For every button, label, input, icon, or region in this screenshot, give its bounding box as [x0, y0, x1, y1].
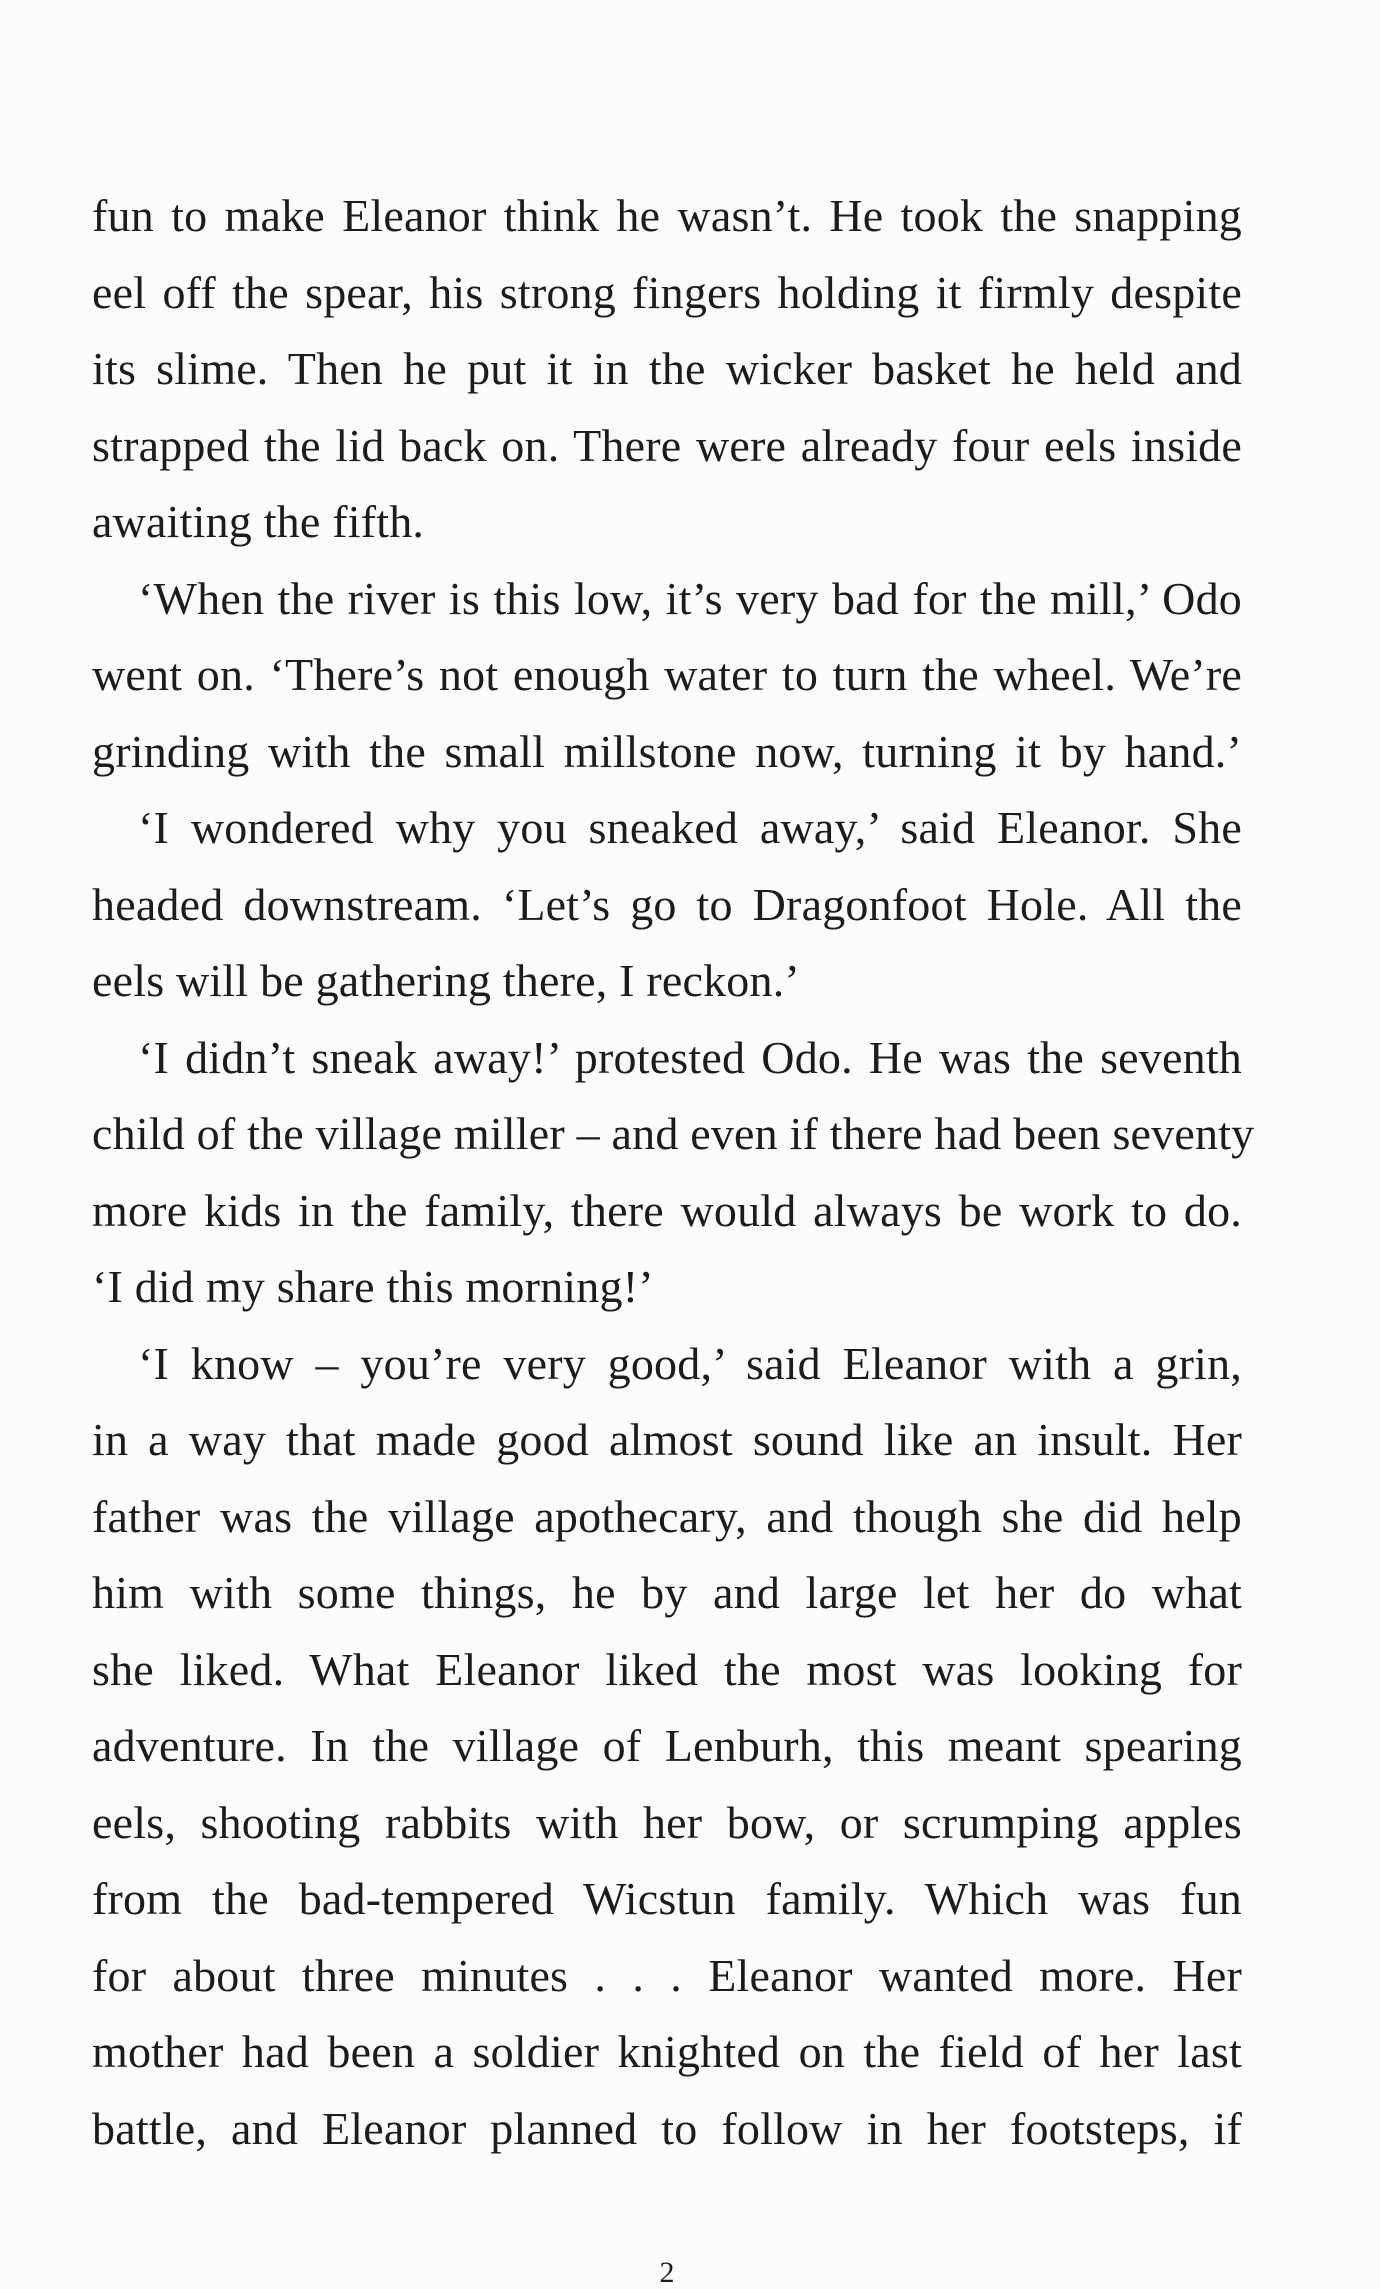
text-line: from the bad-tempered Wicstun family. Which was fun	[92, 1873, 1242, 1924]
text-line: more kids in the family, there would always be work to do.	[92, 1184, 1242, 1236]
page-number-label: 2	[659, 2256, 675, 2289]
text-line: strapped the lid back on. There were already four eels inside	[92, 419, 1242, 471]
text-line: child of the village miller – and even if there had been seventy	[92, 1108, 1255, 1159]
text-line: grinding with the small millstone now, turning it by hand.’	[92, 725, 1242, 777]
text-line: eels, shooting rabbits with her bow, or scrumping apples	[92, 1796, 1242, 1848]
text-line: headed downstream. ‘Let’s go to Dragonfoot Hole. All the	[92, 878, 1242, 930]
body-text	[92, 178, 1255, 2167]
text-line: she liked. What Eleanor liked the most was looking for	[92, 1643, 1242, 1695]
text-line: fun to make Eleanor think he wasn’t. He took the snapping	[92, 190, 1242, 241]
text-line: eels will be gathering there, I reckon.’	[92, 955, 800, 1006]
text-line: awaiting the fifth.	[92, 496, 425, 547]
text-line: adventure. In the village of Lenburh, this meant spearing	[92, 1720, 1242, 1771]
text-line: ‘I wondered why you sneaked away,’ said Eleanor. She	[138, 802, 1242, 853]
text-line: its slime. Then he put it in the wicker basket he held and	[92, 343, 1242, 394]
text-line: for about three minutes . . . Eleanor wanted more. Her	[92, 1949, 1242, 2001]
text-line: mother had been a soldier knighted on the field of her last	[92, 2026, 1242, 2077]
text-line: ‘I did my share this morning!’	[92, 1261, 654, 1312]
text-line: ‘I know – you’re very good,’ said Eleanor with a grin,	[138, 1337, 1242, 1389]
text-line: eel off the spear, his strong fingers holding it firmly despite	[92, 266, 1242, 318]
text-line: went on. ‘There’s not enough water to turn the wheel. We’re	[92, 649, 1242, 700]
text-line: ‘I didn’t sneak away!’ protested Odo. He was the seventh	[138, 1031, 1242, 1083]
text-line: battle, and Eleanor planned to follow in her footsteps, if	[92, 2102, 1242, 2154]
page-number	[0, 2258, 1380, 2288]
text-line: father was the village apothecary, and though she did help	[92, 1490, 1242, 1542]
text-line: him with some things, he by and large let her do what	[92, 1567, 1242, 1618]
text-line: ‘When the river is this low, it’s very bad for the mill,’ Odo	[138, 572, 1242, 624]
text-line: in a way that made good almost sound like an insult. Her	[92, 1414, 1242, 1465]
